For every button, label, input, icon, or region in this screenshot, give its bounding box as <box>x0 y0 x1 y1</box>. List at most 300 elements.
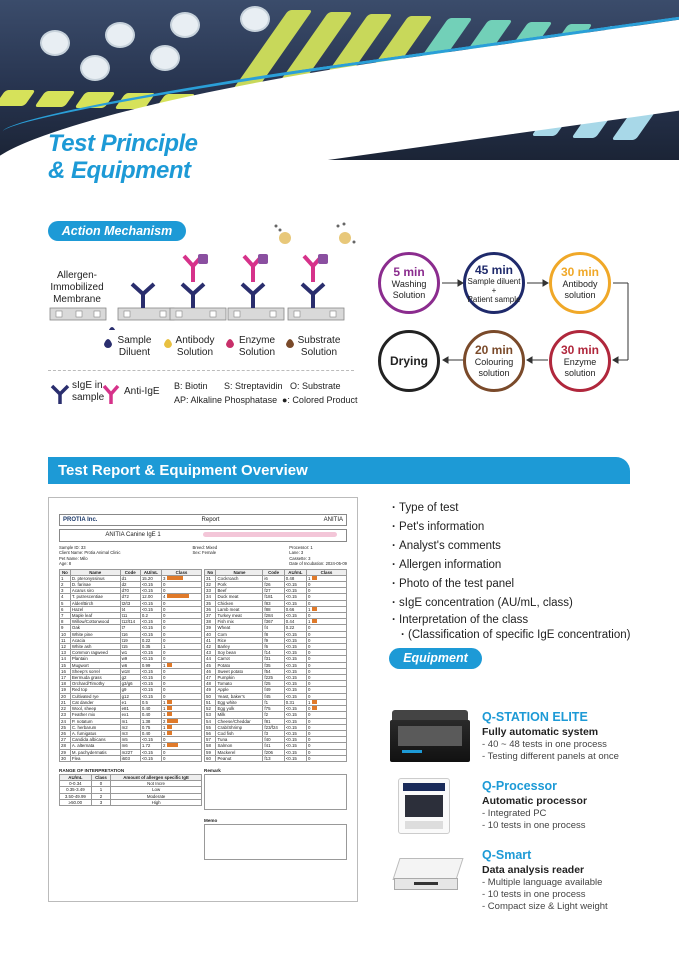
table-header: Name <box>216 569 263 575</box>
table-cell: Beef <box>216 588 263 594</box>
report-info-line: Age: 8 <box>59 561 72 567</box>
table-cell: <0.15 <box>284 737 306 743</box>
flow-step-sample: 45 min Sample diluent + Patient sample <box>463 252 525 314</box>
table-header: Name <box>70 569 120 575</box>
table-cell: f35 <box>263 662 284 668</box>
table-cell: 0.22 <box>140 637 161 643</box>
class-bar <box>312 576 318 580</box>
class-cell: 0 <box>307 749 347 755</box>
q-smart-line: - Compact size & Light weight <box>482 901 608 912</box>
table-cell: 0.5 <box>140 699 161 705</box>
table-cell: 18 <box>60 681 71 687</box>
table-cell: Salmon <box>216 743 263 749</box>
vial <box>150 45 180 71</box>
class-cell: 0 <box>162 650 202 656</box>
table-cell: <0.15 <box>140 582 161 588</box>
table-cell: 48 <box>205 681 216 687</box>
table-cell: Sweet potato <box>216 668 263 674</box>
table-cell: M. pachydermatis <box>70 749 120 755</box>
legend-streptavidin: S: Streptavidin <box>224 381 283 391</box>
table-cell: f367 <box>263 619 284 625</box>
table-cell: <0.15 <box>140 687 161 693</box>
report-tables <box>59 569 347 762</box>
list-item: · Photo of the test panel <box>392 575 630 594</box>
table-cell: 54 <box>205 718 216 724</box>
table-cell: 43 <box>205 650 216 656</box>
class-bar <box>167 743 178 747</box>
table-cell: m5 <box>120 737 140 743</box>
class-cell: 0 <box>162 588 202 594</box>
table-cell: f284 <box>263 613 284 619</box>
legend-ap: AP: Alkaline Phosphatase <box>174 395 278 405</box>
table-cell: 26 <box>60 730 71 736</box>
class-cell: 0 <box>162 625 202 631</box>
class-cell: 4 <box>162 594 202 600</box>
table-cell: 56 <box>205 730 216 736</box>
table-cell: <0.15 <box>140 631 161 637</box>
table-cell: ≥50.00 <box>60 799 92 805</box>
class-bar <box>167 700 173 704</box>
table-cell: f25 <box>263 681 284 687</box>
table-cell: f8 <box>263 631 284 637</box>
page-title: Test Principle & Equipment <box>48 130 198 184</box>
table-cell: 24 <box>60 718 71 724</box>
remark-box <box>204 774 347 810</box>
table-cell: 50 <box>205 693 216 699</box>
report-info <box>59 545 347 567</box>
class-cell: 2 <box>162 718 202 724</box>
report-info-line: Breed: Mixed <box>192 545 218 550</box>
table-cell: 15 <box>60 662 71 668</box>
table-cell: <0.15 <box>140 668 161 674</box>
table-row <box>60 799 202 805</box>
table-cell: t11 <box>120 613 140 619</box>
table-cell: <0.15 <box>140 675 161 681</box>
table-cell: 16 <box>60 668 71 674</box>
memo-box <box>204 824 347 860</box>
class-bar <box>167 725 173 729</box>
table-cell: 12 <box>60 644 71 650</box>
table-cell: f225 <box>263 675 284 681</box>
table-cell: f54 <box>263 668 284 674</box>
table-cell: Maple leaf <box>70 613 120 619</box>
table-cell: d1 <box>120 575 140 581</box>
table-cell: f83 <box>263 600 284 606</box>
list-item: · sIgE concentration (AU/mL, class) <box>392 594 630 613</box>
q-processor-line: - 10 tests in one process <box>482 820 586 831</box>
class-bar <box>312 607 318 611</box>
table-cell: 6 <box>60 606 71 612</box>
class-cell: 0 <box>307 582 347 588</box>
table-cell: Duck meat <box>216 594 263 600</box>
class-cell: 2 <box>162 743 202 749</box>
flow-step-washing: 5 min Washing Solution <box>378 252 440 314</box>
class-cell: 0 <box>307 755 347 761</box>
table-cell: Wool, sheep <box>70 706 120 712</box>
q-station-name: Q-STATION ELITE <box>482 710 588 724</box>
class-bar <box>312 706 318 710</box>
table-cell: <0.15 <box>284 730 306 736</box>
table-cell: Acacia <box>70 637 120 643</box>
table-cell: f75 <box>263 706 284 712</box>
table-cell: Carrot <box>216 656 263 662</box>
table-cell: Cat dander <box>70 699 120 705</box>
allergen-table-left <box>59 569 202 762</box>
table-cell: Plantain <box>70 656 120 662</box>
table-cell: 20 <box>60 693 71 699</box>
class-cell: 0 <box>307 693 347 699</box>
table-cell: t12/t14 <box>120 619 140 625</box>
table-cell: 11 <box>60 637 71 643</box>
table-cell: f9 <box>263 637 284 643</box>
table-cell: <0.15 <box>140 600 161 606</box>
class-cell: 0 <box>162 582 202 588</box>
remark-label: Remark <box>204 767 221 773</box>
table-cell: <0.15 <box>284 582 306 588</box>
class-cell: 0 <box>307 594 347 600</box>
table-cell: <0.15 <box>284 650 306 656</box>
table-cell: Cockroach <box>216 575 263 581</box>
vial <box>240 6 270 32</box>
table-cell: f4 <box>263 625 284 631</box>
class-cell: 0 <box>162 631 202 637</box>
table-cell: 45 <box>205 662 216 668</box>
test-strip <box>34 91 75 107</box>
table-row <box>60 755 202 761</box>
table-cell: 53 <box>205 712 216 718</box>
report-info-line: Pet Name: Milo <box>59 555 88 561</box>
table-cell: d2 <box>120 582 140 588</box>
table-cell: 5 <box>60 600 71 606</box>
table-cell: d70 <box>120 588 140 594</box>
class-bar <box>167 719 178 723</box>
table-cell: f181 <box>263 594 284 600</box>
class-cell: 0 <box>162 693 202 699</box>
report-info-line: Sample ID: 33 <box>59 545 86 550</box>
table-cell: w1 <box>120 650 140 656</box>
class-cell: 0 <box>162 675 202 681</box>
list-item: · Pet's information <box>392 518 630 537</box>
mechanism-diagram <box>48 220 368 330</box>
table-row <box>205 755 347 761</box>
table-cell: 25 <box>60 724 71 730</box>
class-bar <box>167 731 173 735</box>
class-cell: 0 <box>307 600 347 606</box>
table-cell: 49 <box>205 687 216 693</box>
table-cell: i6 <box>263 575 284 581</box>
table-cell: m1 <box>120 718 140 724</box>
table-cell: 19 <box>60 687 71 693</box>
allergen-table-right <box>204 569 347 762</box>
class-bar <box>167 712 173 716</box>
table-header: AU/mL <box>60 774 92 780</box>
table-cell: f1 <box>263 699 284 705</box>
table-cell: f27 <box>263 588 284 594</box>
table-cell: Low <box>111 787 202 793</box>
table-cell: Turkey meat <box>216 613 263 619</box>
class-cell: 0 <box>307 681 347 687</box>
table-cell: D. pteronyssinus <box>70 575 120 581</box>
table-cell: t15 <box>120 644 140 650</box>
table-cell: f3 <box>263 730 284 736</box>
table-cell: Fish mix <box>216 619 263 625</box>
table-cell: g12 <box>120 693 140 699</box>
range-table <box>59 774 202 806</box>
legend-divider <box>48 370 354 371</box>
table-cell: White ash <box>70 644 120 650</box>
class-cell: 1 <box>307 619 347 625</box>
table-cell: Candida albicans <box>70 737 120 743</box>
table-cell: Egg yolk <box>216 706 263 712</box>
table-cell: <0.15 <box>284 693 306 699</box>
table-cell: 34 <box>205 594 216 600</box>
table-cell: t7 <box>120 625 140 631</box>
table-cell: 0.40 <box>140 706 161 712</box>
table-cell: Cod fish <box>216 730 263 736</box>
step-label-substrate: Substrate Solution <box>297 335 341 358</box>
table-cell: 0.35-3.49 <box>60 787 92 793</box>
table-cell: f23/f24 <box>263 724 284 730</box>
table-cell: 0.35 <box>140 644 161 650</box>
table-cell: 14 <box>60 656 71 662</box>
table-cell: f31 <box>263 656 284 662</box>
table-cell: Lamb meat <box>216 606 263 612</box>
table-cell: <0.15 <box>284 675 306 681</box>
table-cell: 1 <box>60 575 71 581</box>
q-processor-image <box>398 778 450 834</box>
flow-step-colouring: 20 min Colouring solution <box>463 330 525 392</box>
table-cell: 12.00 <box>140 594 161 600</box>
flow-step-antibody: 30 min Antibody solution <box>549 252 611 314</box>
table-cell: <0.15 <box>284 706 306 712</box>
table-cell: m3 <box>120 730 140 736</box>
class-cell: 0 <box>307 730 347 736</box>
list-item: · Analyst's comments <box>392 537 630 556</box>
report-info-line: Sex: Female <box>192 550 217 556</box>
table-header: No <box>205 569 216 575</box>
table-cell: Hazel <box>70 606 120 612</box>
class-bar <box>167 706 173 710</box>
class-bar <box>312 700 318 704</box>
vial <box>40 30 70 56</box>
table-cell: <0.15 <box>284 662 306 668</box>
table-cell: <0.15 <box>284 631 306 637</box>
table-cell: Tuna <box>216 737 263 743</box>
step-label-enzyme: Enzyme Solution <box>238 335 276 358</box>
table-cell: 40 <box>205 631 216 637</box>
section-banner: Test Report & Equipment Overview <box>48 457 630 484</box>
table-cell: 3 <box>60 588 71 594</box>
vial <box>170 12 200 38</box>
table-cell: <0.15 <box>140 693 161 699</box>
table-cell: 15.20 <box>140 575 161 581</box>
table-cell: 0.22 <box>284 625 306 631</box>
list-item: · Allergen information <box>392 556 630 575</box>
q-smart-image <box>392 858 464 894</box>
report-subtitle: ANITIA Canine IgE 1 <box>59 529 347 542</box>
table-header: Amount of allergen specific IgE <box>111 774 202 780</box>
table-cell: 2 <box>91 793 110 799</box>
class-cell: 0 <box>162 613 202 619</box>
table-cell: Potato <box>216 662 263 668</box>
table-cell: Orchard/Timothy <box>70 681 120 687</box>
table-cell: Flea <box>70 755 120 761</box>
class-cell: 3 <box>162 575 202 581</box>
class-cell: 1 <box>162 724 202 730</box>
table-cell: White pine <box>70 631 120 637</box>
class-cell: 0 <box>307 631 347 637</box>
table-cell: f49 <box>263 687 284 693</box>
q-smart-sub: Data analysis reader <box>482 864 585 876</box>
table-cell: 46 <box>205 668 216 674</box>
table-cell: 0 <box>91 781 110 787</box>
table-cell: w18 <box>120 668 140 674</box>
report-info-line: Cassette: 3 <box>289 555 311 561</box>
q-station-line: - Testing different panels at once <box>482 751 619 762</box>
table-cell: Acarus siro <box>70 588 120 594</box>
table-cell: 55 <box>205 724 216 730</box>
report-info-line: Processor: 1 <box>289 545 313 550</box>
table-header: Code <box>120 569 140 575</box>
class-cell: 0 <box>307 737 347 743</box>
table-cell: <0.15 <box>284 668 306 674</box>
table-cell: 22 <box>60 706 71 712</box>
table-cell: <0.15 <box>284 743 306 749</box>
class-bar <box>167 663 173 667</box>
table-cell: <0.15 <box>140 588 161 594</box>
table-cell: <0.15 <box>140 681 161 687</box>
table-cell: P. notatum <box>70 718 120 724</box>
table-cell: T. putrescentiae <box>70 594 120 600</box>
table-cell: Red top <box>70 687 120 693</box>
flow-step-drying: Drying <box>378 330 440 392</box>
class-cell: 0 <box>162 637 202 643</box>
table-cell: Pork <box>216 582 263 588</box>
table-cell: <0.15 <box>140 737 161 743</box>
table-cell: g2 <box>120 675 140 681</box>
class-cell: 1 <box>162 706 202 712</box>
table-cell: 2 <box>60 582 71 588</box>
table-cell: <0.15 <box>284 594 306 600</box>
class-cell: 0 <box>307 625 347 631</box>
report-features-list <box>392 499 630 642</box>
class-bar <box>167 594 189 598</box>
table-cell: Soy bean <box>216 650 263 656</box>
legend-biotin: B: Biotin <box>174 381 208 391</box>
table-cell: A. alternata <box>70 743 120 749</box>
table-cell: 21 <box>60 699 71 705</box>
table-cell: Common ragweed <box>70 650 120 656</box>
table-cell: f206 <box>263 749 284 755</box>
table-cell: 4 <box>60 594 71 600</box>
report-sample <box>48 497 358 902</box>
report-info-line: Client Name: Protia Animal Clinic <box>59 550 121 556</box>
class-cell: 1 <box>162 699 202 705</box>
class-cell: 0 <box>162 606 202 612</box>
class-cell: 0 <box>162 681 202 687</box>
q-station-line: - 40 ~ 48 tests in one process <box>482 739 607 750</box>
table-cell: m227 <box>120 749 140 755</box>
class-bar <box>312 619 318 623</box>
class-cell: 0 <box>307 656 347 662</box>
table-cell: <0.15 <box>284 588 306 594</box>
class-cell: 0 <box>162 755 202 761</box>
table-cell: <0.15 <box>284 681 306 687</box>
table-cell: 27 <box>60 737 71 743</box>
table-cell: 1 <box>91 787 110 793</box>
table-cell: e81 <box>120 706 140 712</box>
table-cell: <0.15 <box>284 712 306 718</box>
table-cell: High <box>111 799 202 805</box>
table-cell: <0.15 <box>284 656 306 662</box>
table-cell: f13 <box>263 755 284 761</box>
q-smart-line: - Multiple language available <box>482 877 603 888</box>
table-header: No <box>60 569 71 575</box>
class-cell: 0 <box>307 588 347 594</box>
class-cell: 0 <box>162 737 202 743</box>
table-cell: i603 <box>120 755 140 761</box>
table-cell: t16 <box>120 631 140 637</box>
table-cell: 58 <box>205 743 216 749</box>
table-cell: <0.15 <box>140 619 161 625</box>
table-cell: <0.15 <box>284 749 306 755</box>
table-cell: <0.15 <box>284 600 306 606</box>
table-cell: 0.48 <box>284 575 306 581</box>
list-item: · Interpretation of the class <box>392 613 630 628</box>
table-cell: f6 <box>263 644 284 650</box>
table-cell: 35 <box>205 600 216 606</box>
legend-substrate: O: Substrate <box>290 381 341 391</box>
table-header: AU/mL <box>284 569 306 575</box>
test-strip <box>0 90 36 106</box>
table-cell: <0.15 <box>140 749 161 755</box>
table-cell: C. herbarum <box>70 724 120 730</box>
q-processor-sub: Automatic processor <box>482 795 588 807</box>
table-cell: <0.15 <box>140 656 161 662</box>
table-cell: f88 <box>263 606 284 612</box>
flow-step-enzyme: 30 min Enzyme solution <box>549 330 611 392</box>
table-cell: 29 <box>60 749 71 755</box>
q-processor-line: - Integrated PC <box>482 808 547 819</box>
table-cell: t2/t3 <box>120 600 140 606</box>
table-cell: A. fumigatus <box>70 730 120 736</box>
memo-label: Memo <box>204 817 218 823</box>
table-cell: Yeast, baker's <box>216 693 263 699</box>
table-cell: Barley <box>216 644 263 650</box>
table-cell: 17 <box>60 675 71 681</box>
table-cell: 36 <box>205 606 216 612</box>
table-header: Class <box>91 774 110 780</box>
table-header: Code <box>263 569 284 575</box>
vial <box>105 22 135 48</box>
table-cell: <0.15 <box>284 644 306 650</box>
table-cell: Wheat <box>216 625 263 631</box>
class-cell: 0 <box>162 749 202 755</box>
table-cell: 57 <box>205 737 216 743</box>
table-cell: 0-0.34 <box>60 781 92 787</box>
table-cell: t19 <box>120 637 140 643</box>
table-cell: 10 <box>60 631 71 637</box>
table-cell: f40 <box>263 737 284 743</box>
table-cell: 3.50-49.99 <box>60 793 92 799</box>
class-cell: 0 <box>307 662 347 668</box>
class-cell: 1 <box>307 606 347 612</box>
class-cell: 0 <box>307 743 347 749</box>
table-cell: d72 <box>120 594 140 600</box>
table-cell: 33 <box>205 588 216 594</box>
class-cell: 0 <box>162 600 202 606</box>
table-cell: <0.15 <box>284 724 306 730</box>
